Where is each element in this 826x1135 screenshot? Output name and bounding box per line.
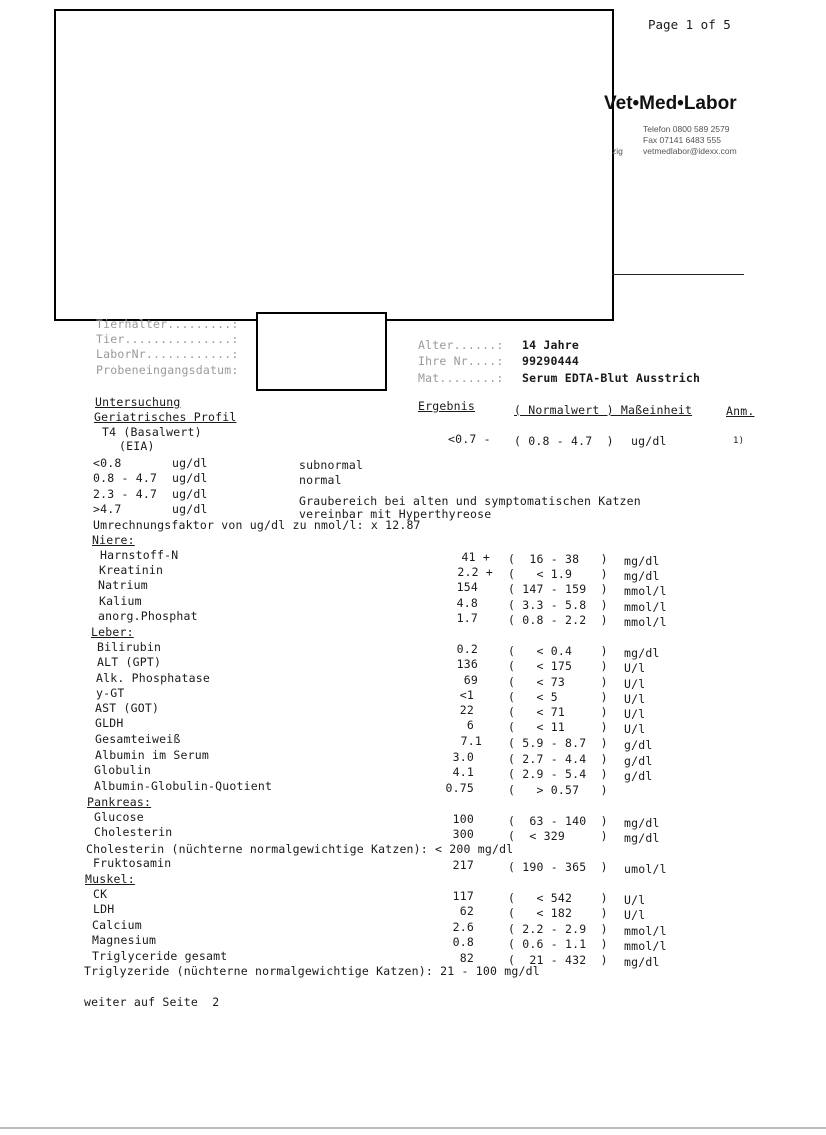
t4-result: <0.7 - bbox=[448, 432, 491, 446]
interp-range: 2.3 - 4.7 bbox=[93, 487, 158, 501]
analyte-unit: mg/dl bbox=[624, 569, 660, 583]
analyte-name: Alk. Phosphatase bbox=[96, 671, 210, 685]
material-value: Serum EDTA-Blut Ausstrich bbox=[522, 371, 701, 385]
analyte-result: <1 bbox=[459, 688, 474, 702]
analyte-unit: mmol/l bbox=[624, 584, 667, 598]
analyte-reference: ( 21 - 432 ) bbox=[508, 953, 608, 967]
age-label: Alter......: bbox=[418, 338, 504, 352]
analyte-name: Kreatinin bbox=[99, 563, 164, 577]
analyte-name: Albumin im Serum bbox=[95, 748, 209, 762]
analyte-reference: ( < 11 ) bbox=[508, 720, 608, 734]
analyte-unit: U/l bbox=[624, 677, 646, 691]
analyte-unit: U/l bbox=[624, 722, 646, 736]
analyte-unit: U/l bbox=[624, 692, 646, 706]
analyte-result: 0.8 bbox=[452, 935, 474, 949]
analyte-unit: g/dl bbox=[624, 754, 653, 768]
header-divider bbox=[612, 274, 744, 275]
lab-logo: Vet•Med•Labor bbox=[604, 93, 737, 114]
section-pancreas: Pankreas: bbox=[87, 795, 152, 809]
analyte-result: 62 bbox=[459, 904, 474, 918]
analyte-result: 6 bbox=[466, 718, 474, 732]
analyte-unit: mg/dl bbox=[624, 816, 660, 830]
analyte-name: AST (GOT) bbox=[95, 701, 160, 715]
t4-footnote: 1) bbox=[733, 436, 745, 446]
cholesterol-fasting-note: Cholesterin (nüchterne normalgewichtige Katzen): < 200 mg/dl bbox=[86, 842, 514, 856]
analyte-unit: U/l bbox=[624, 893, 646, 907]
analyte-result: 4.1 bbox=[452, 765, 474, 779]
analyte-name: Kalium bbox=[99, 594, 142, 608]
animal-label: Tier...............: bbox=[96, 332, 239, 346]
analyte-unit: mg/dl bbox=[624, 955, 660, 969]
analyte-reference: ( < 1.9 ) bbox=[508, 567, 608, 581]
analyte-reference: ( 5.9 - 8.7 ) bbox=[508, 736, 608, 750]
analyte-name: Natrium bbox=[98, 578, 148, 592]
analyte-result: 1.7 bbox=[456, 611, 478, 625]
analyte-unit: g/dl bbox=[624, 769, 653, 783]
analyte-unit: mmol/l bbox=[624, 939, 667, 953]
analyte-reference: ( 16 - 38 ) bbox=[508, 552, 608, 566]
analyte-result: 154 bbox=[456, 580, 478, 594]
analyte-result: 2.2 + bbox=[457, 565, 493, 579]
analyte-result: 69 bbox=[463, 673, 478, 687]
analyte-reference: ( 2.9 - 5.4 ) bbox=[508, 767, 608, 781]
analyte-result: 3.0 bbox=[452, 750, 474, 764]
analyte-name: y-GT bbox=[96, 686, 125, 700]
analyte-reference: ( < 0.4 ) bbox=[508, 644, 608, 658]
owner-label: Tierhalter.........: bbox=[96, 317, 239, 331]
analyte-unit: mmol/l bbox=[624, 924, 667, 938]
analyte-reference: ( 0.6 - 1.1 ) bbox=[508, 937, 608, 951]
analyte-result: 4.8 bbox=[456, 596, 478, 610]
analyte-name: Triglyceride gesamt bbox=[92, 949, 228, 963]
t4-unit: ug/dl bbox=[631, 434, 667, 448]
analyte-result: 2.6 bbox=[452, 920, 474, 934]
analyte-name: ALT (GPT) bbox=[97, 655, 162, 669]
interp-range: >4.7 bbox=[93, 502, 122, 516]
t4-name: T4 (Basalwert) bbox=[102, 425, 202, 439]
analyte-reference: ( < 175 ) bbox=[508, 659, 608, 673]
age-value: 14 Jahre bbox=[522, 338, 579, 352]
your-number-label: Ihre Nr....: bbox=[418, 354, 504, 368]
triglyceride-fasting-note: Triglyzeride (nüchterne normalgewichtige Katzen): 21 - 100 mg/dl bbox=[84, 964, 540, 978]
t4-method: (EIA) bbox=[119, 439, 155, 453]
analyte-result: 41 + bbox=[461, 550, 490, 564]
interp-unit: ug/dl bbox=[172, 502, 208, 516]
analyte-reference: ( < 73 ) bbox=[508, 675, 608, 689]
analyte-result: 300 bbox=[452, 827, 474, 841]
analyte-unit: mmol/l bbox=[624, 600, 667, 614]
analyte-unit: mg/dl bbox=[624, 646, 660, 660]
section-geriatric: Geriatrisches Profil bbox=[94, 410, 237, 424]
material-label: Mat........: bbox=[418, 371, 504, 385]
redaction-box-header bbox=[54, 9, 614, 321]
analyte-name: Magnesium bbox=[92, 933, 157, 947]
analyte-name: Globulin bbox=[94, 763, 151, 777]
analyte-unit: mg/dl bbox=[624, 554, 660, 568]
page-number: Page 1 of 5 bbox=[648, 17, 731, 32]
analyte-name: GLDH bbox=[95, 716, 124, 730]
analyte-name: Harnstoff-N bbox=[100, 548, 179, 562]
analyte-name: Gesamteiweiß bbox=[95, 732, 181, 746]
analyte-reference: ( 3.3 - 5.8 ) bbox=[508, 598, 608, 612]
analyte-name: Bilirubin bbox=[97, 640, 162, 654]
analyte-result: 22 bbox=[459, 703, 474, 717]
interp-unit: ug/dl bbox=[172, 471, 208, 485]
analyte-reference: ( 147 - 159 ) bbox=[508, 582, 608, 596]
analyte-reference: ( 190 - 365 ) bbox=[508, 860, 608, 874]
analyte-result: 7.1 bbox=[460, 734, 482, 748]
analyte-result: 82 bbox=[459, 951, 474, 965]
analyte-result: 0.2 bbox=[456, 642, 478, 656]
analyte-reference: ( < 5 ) bbox=[508, 690, 608, 704]
conversion-factor: Umrechnungsfaktor von ug/dl zu nmol/l: x 12.87 bbox=[93, 518, 421, 532]
section-kidney: Niere: bbox=[92, 533, 135, 547]
interp-unit: ug/dl bbox=[172, 456, 208, 470]
analyte-unit: g/dl bbox=[624, 738, 653, 752]
lab-city-fragment: zig bbox=[612, 146, 623, 156]
lab-number-label: LaborNr............: bbox=[96, 347, 239, 361]
analyte-name: Fruktosamin bbox=[93, 856, 172, 870]
analyte-reference: ( 2.7 - 4.4 ) bbox=[508, 752, 608, 766]
continued-note: weiter auf Seite 2 bbox=[84, 995, 220, 1009]
analyte-name: Cholesterin bbox=[94, 825, 173, 839]
interp-text: vereinbar mit Hyperthyreose bbox=[299, 507, 492, 521]
analyte-name: Calcium bbox=[92, 918, 142, 932]
column-normal-unit: ( Normalwert ) Maßeinheit bbox=[514, 403, 693, 417]
analyte-name: Albumin-Globulin-Quotient bbox=[94, 779, 273, 793]
analyte-reference: ( < 71 ) bbox=[508, 705, 608, 719]
analyte-reference: ( < 542 ) bbox=[508, 891, 608, 905]
analyte-unit: umol/l bbox=[624, 862, 667, 876]
column-result: Ergebnis bbox=[418, 399, 475, 413]
analyte-name: LDH bbox=[93, 902, 115, 916]
analyte-reference: ( 2.2 - 2.9 ) bbox=[508, 922, 608, 936]
column-exam: Untersuchung bbox=[95, 395, 181, 409]
analyte-result: 0.75 bbox=[445, 781, 474, 795]
redaction-box-patient bbox=[256, 312, 387, 391]
section-muscle: Muskel: bbox=[85, 872, 135, 886]
received-date-label: Probeneingangsdatum: bbox=[96, 363, 239, 377]
analyte-unit: U/l bbox=[624, 661, 646, 675]
analyte-name: Glucose bbox=[94, 810, 144, 824]
analyte-reference: ( 63 - 140 ) bbox=[508, 814, 608, 828]
analyte-reference: ( > 0.57 ) bbox=[508, 783, 608, 797]
interp-range: 0.8 - 4.7 bbox=[93, 471, 158, 485]
analyte-unit: mmol/l bbox=[624, 615, 667, 629]
lab-phone: Telefon 0800 589 2579 bbox=[643, 124, 730, 134]
analyte-result: 117 bbox=[452, 889, 474, 903]
analyte-unit: mg/dl bbox=[624, 831, 660, 845]
t4-reference: ( 0.8 - 4.7 ) bbox=[514, 434, 614, 448]
interp-unit: ug/dl bbox=[172, 487, 208, 501]
page-edge bbox=[0, 1127, 826, 1129]
analyte-reference: ( < 329 ) bbox=[508, 829, 608, 843]
analyte-result: 100 bbox=[452, 812, 474, 826]
interp-text: Graubereich bei alten und symptomatischen Katzen bbox=[299, 494, 641, 508]
analyte-unit: U/l bbox=[624, 908, 646, 922]
interp-text: normal bbox=[299, 473, 342, 487]
column-note: Anm. bbox=[726, 404, 755, 418]
interp-text: subnormal bbox=[299, 458, 364, 472]
analyte-reference: ( < 182 ) bbox=[508, 906, 608, 920]
analyte-name: anorg.Phosphat bbox=[98, 609, 198, 623]
analyte-name: CK bbox=[93, 887, 108, 901]
section-liver: Leber: bbox=[91, 625, 134, 639]
lab-fax: Fax 07141 6483 555 bbox=[643, 135, 721, 145]
analyte-result: 217 bbox=[452, 858, 474, 872]
interp-range: <0.8 bbox=[93, 456, 122, 470]
analyte-unit: U/l bbox=[624, 707, 646, 721]
your-number-value: 99290444 bbox=[522, 354, 579, 368]
analyte-reference: ( 0.8 - 2.2 ) bbox=[508, 613, 608, 627]
lab-email: vetmedlabor@idexx.com bbox=[643, 146, 737, 156]
analyte-result: 136 bbox=[456, 657, 478, 671]
